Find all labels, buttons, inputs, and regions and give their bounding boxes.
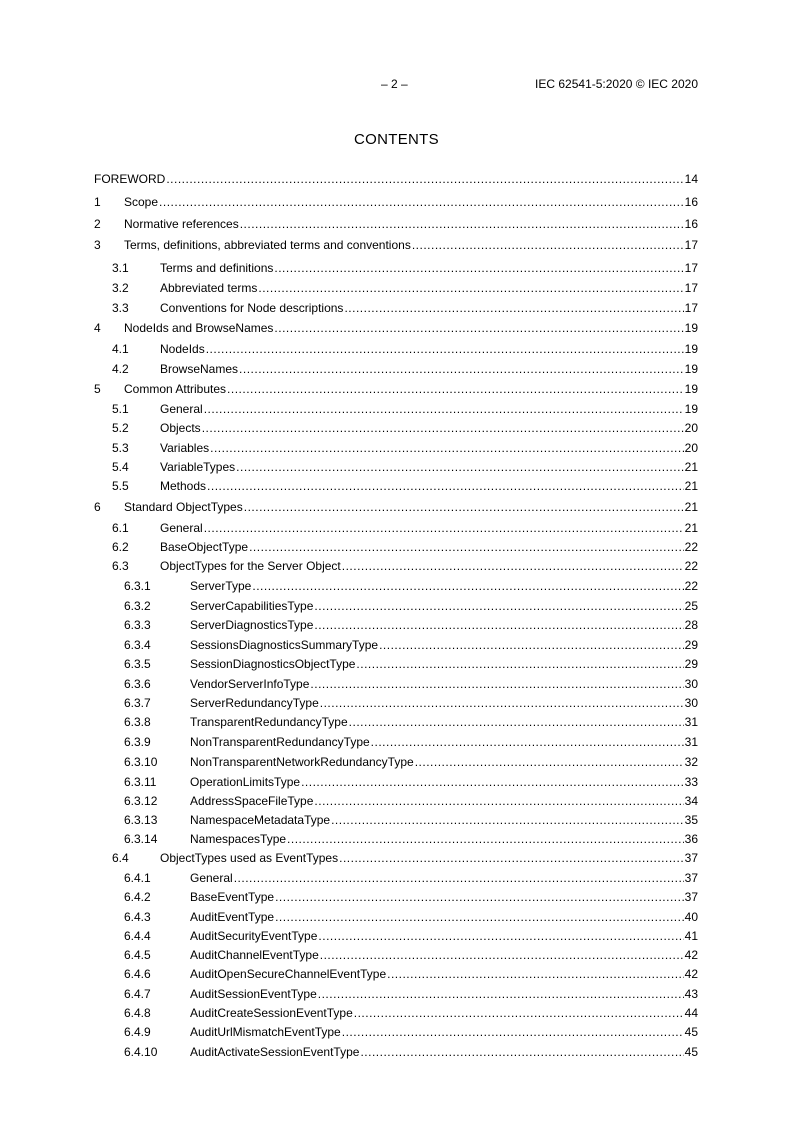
standard-reference: IEC 62541-5:2020 © IEC 2020 <box>535 77 698 91</box>
toc-leader-dots <box>207 479 684 493</box>
toc-entry-page: 33 <box>684 775 698 789</box>
toc-entry-page: 32 <box>684 755 698 769</box>
toc-entry-number: 6.4.4 <box>124 929 151 943</box>
toc-entry-page: 22 <box>684 540 698 554</box>
toc-entry-page: 19 <box>684 321 698 335</box>
toc-entry-number: 6.3.11 <box>124 775 157 789</box>
toc-entry[interactable] <box>94 851 698 869</box>
toc-entry-page: 37 <box>684 851 698 865</box>
toc-entry-number: 6.4.5 <box>124 948 151 962</box>
toc-entry-label: BrowseNames <box>160 362 239 376</box>
toc-entry-page: 44 <box>684 1006 698 1020</box>
toc-entry-page: 45 <box>684 1025 698 1039</box>
toc-entry-label: AddressSpaceFileType <box>190 794 314 808</box>
toc-entry-label: NodeIds and BrowseNames <box>124 321 274 335</box>
toc-leader-dots <box>344 301 683 315</box>
toc-entry-label: ObjectTypes for the Server Object <box>160 559 341 573</box>
toc-entry[interactable] <box>94 521 698 539</box>
toc-entry-label: FOREWORD <box>94 172 166 186</box>
toc-entry-label: SessionsDiagnosticsSummaryType <box>190 638 379 652</box>
toc-entry-page: 45 <box>684 1045 698 1059</box>
toc-entry-number: 5.1 <box>112 402 129 416</box>
toc-entry[interactable] <box>94 281 698 299</box>
toc-entry-number: 5.3 <box>112 441 129 455</box>
toc-entry[interactable] <box>94 929 698 947</box>
toc-entry[interactable] <box>94 599 698 617</box>
toc-entry-label: NodeIds <box>160 342 205 356</box>
toc-entry-label: General <box>190 871 233 885</box>
toc-leader-dots <box>287 832 684 846</box>
toc-entry[interactable] <box>94 441 698 459</box>
toc-entry[interactable] <box>94 342 698 360</box>
toc-entry-label: AuditSecurityEventType <box>190 929 318 943</box>
toc-entry-number: 6.3.14 <box>124 832 158 846</box>
toc-entry-page: 37 <box>684 871 698 885</box>
toc-entry[interactable] <box>94 362 698 380</box>
toc-entry-number: 3 <box>94 238 101 252</box>
toc-entry[interactable] <box>94 755 698 773</box>
toc-leader-dots <box>210 441 684 455</box>
toc-entry-number: 6.3.7 <box>124 696 151 710</box>
toc-entry-label: AuditEventType <box>190 910 275 924</box>
toc-entry-label: AuditOpenSecureChannelEventType <box>190 967 387 981</box>
toc-entry-page: 34 <box>684 794 698 808</box>
toc-entry-label: Methods <box>160 479 207 493</box>
toc-entry-number: 6.3 <box>112 559 129 573</box>
toc-entry-number: 6.3.8 <box>124 715 151 729</box>
toc-entry-number: 6.3.5 <box>124 657 151 671</box>
toc-entry-label: Common Attributes <box>124 382 227 396</box>
toc-entry-page: 41 <box>684 929 698 943</box>
toc-entry-label: ServerType <box>190 579 252 593</box>
toc-entry-number: 6.3.6 <box>124 677 151 691</box>
toc-entry-page: 21 <box>684 521 698 535</box>
toc-entry-number: 6 <box>94 500 101 514</box>
toc-leader-dots <box>387 967 684 981</box>
toc-entry-number: 6.4.9 <box>124 1025 151 1039</box>
toc-entry-page: 42 <box>684 967 698 981</box>
toc-entry-page: 21 <box>684 479 698 493</box>
toc-leader-dots <box>371 735 684 749</box>
toc-entry[interactable] <box>94 696 698 714</box>
toc-entry-number: 6.4.7 <box>124 987 151 1001</box>
toc-entry-label: Normative references <box>124 217 239 231</box>
toc-entry-number: 6.4 <box>112 851 129 865</box>
toc-entry-number: 6.4.6 <box>124 967 151 981</box>
toc-leader-dots <box>275 910 684 924</box>
toc-entry-page: 22 <box>684 559 698 573</box>
toc-entry-number: 1 <box>94 195 101 209</box>
toc-entry-label: NonTransparentNetworkRedundancyType <box>190 755 414 769</box>
toc-entry-label: Terms, definitions, abbreviated terms and conventions <box>124 238 411 252</box>
toc-leader-dots <box>301 775 684 789</box>
toc-leader-dots <box>342 559 684 573</box>
toc-entry-number: 6.3.2 <box>124 599 151 613</box>
toc-entry-number: 6.4.3 <box>124 910 151 924</box>
toc-entry-number: 3.3 <box>112 301 129 315</box>
toc-leader-dots <box>234 871 684 885</box>
toc-entry-label: BaseObjectType <box>160 540 249 554</box>
toc-entry-label: NamespacesType <box>190 832 287 846</box>
toc-entry-page: 37 <box>684 890 698 904</box>
toc-entry-page: 17 <box>684 301 698 315</box>
toc-entry-label: OperationLimitsType <box>190 775 301 789</box>
toc-entry-label: SessionDiagnosticsObjectType <box>190 657 356 671</box>
toc-leader-dots <box>258 281 683 295</box>
toc-leader-dots <box>360 1045 683 1059</box>
toc-entry-number: 6.4.10 <box>124 1045 158 1059</box>
toc-entry[interactable] <box>94 813 698 831</box>
toc-leader-dots <box>206 342 684 356</box>
toc-leader-dots <box>339 851 684 865</box>
toc-entry-page: 30 <box>684 696 698 710</box>
toc-entry-label: Conventions for Node descriptions <box>160 301 344 315</box>
toc-entry[interactable] <box>94 460 698 478</box>
toc-entry-label: ServerCapabilitiesType <box>190 599 314 613</box>
toc-entry-number: 6.3.13 <box>124 813 158 827</box>
toc-entry-page: 21 <box>684 500 698 514</box>
toc-entry-number: 3.1 <box>112 261 129 275</box>
toc-entry-page: 17 <box>684 261 698 275</box>
toc-entry-number: 5 <box>94 382 101 396</box>
toc-leader-dots <box>356 657 683 671</box>
toc-entry-page: 31 <box>684 735 698 749</box>
toc-entry[interactable] <box>94 261 698 279</box>
toc-entry[interactable] <box>94 735 698 753</box>
toc-leader-dots <box>275 890 684 904</box>
toc-leader-dots <box>239 362 684 376</box>
toc-entry[interactable] <box>94 238 698 256</box>
toc-entry-label: TransparentRedundancyType <box>190 715 348 729</box>
toc-entry-label: General <box>160 521 203 535</box>
toc-entry-label: Variables <box>160 441 210 455</box>
toc-leader-dots <box>227 382 684 396</box>
toc-leader-dots <box>314 599 683 613</box>
toc-entry[interactable] <box>94 775 698 793</box>
toc-leader-dots <box>166 172 683 186</box>
toc-entry-page: 19 <box>684 342 698 356</box>
toc-entry[interactable] <box>94 890 698 908</box>
toc-leader-dots <box>314 794 683 808</box>
toc-leader-dots <box>318 929 683 943</box>
toc-entry-page: 16 <box>684 195 698 209</box>
toc-entry-label: Objects <box>160 421 201 435</box>
toc-leader-dots <box>349 715 684 729</box>
toc-leader-dots <box>314 618 683 632</box>
toc-entry[interactable] <box>94 618 698 636</box>
toc-entry-page: 19 <box>684 382 698 396</box>
toc-entry[interactable] <box>94 794 698 812</box>
toc-entry-number: 5.4 <box>112 460 129 474</box>
toc-leader-dots <box>274 321 683 335</box>
toc-entry-label: ServerDiagnosticsType <box>190 618 314 632</box>
toc-entry-number: 2 <box>94 217 101 231</box>
toc-entry-number: 6.4.1 <box>124 871 151 885</box>
toc-entry-page: 21 <box>684 460 698 474</box>
toc-leader-dots <box>318 987 684 1001</box>
toc-leader-dots <box>320 696 684 710</box>
toc-entry[interactable] <box>94 421 698 439</box>
toc-leader-dots <box>415 755 684 769</box>
toc-entry[interactable] <box>94 871 698 889</box>
toc-entry-number: 6.4.8 <box>124 1006 151 1020</box>
toc-leader-dots <box>249 540 684 554</box>
toc-entry-page: 29 <box>684 638 698 652</box>
toc-entry-label: Abbreviated terms <box>160 281 258 295</box>
toc-leader-dots <box>252 579 683 593</box>
toc-entry-label: VariableTypes <box>160 460 236 474</box>
toc-leader-dots <box>412 238 684 252</box>
toc-entry-page: 36 <box>684 832 698 846</box>
toc-entry[interactable] <box>94 948 698 966</box>
toc-entry-number: 6.3.4 <box>124 638 151 652</box>
page-number: – 2 – <box>381 77 408 91</box>
toc-entry[interactable] <box>94 382 698 400</box>
toc-entry-number: 6.1 <box>112 521 129 535</box>
toc-leader-dots <box>320 948 684 962</box>
toc-leader-dots <box>331 813 684 827</box>
toc-entry[interactable] <box>94 402 698 420</box>
toc-leader-dots <box>159 195 684 209</box>
toc-entry[interactable] <box>94 657 698 675</box>
toc-entry-page: 43 <box>684 987 698 1001</box>
toc-leader-dots <box>342 1025 684 1039</box>
toc-entry[interactable] <box>94 967 698 985</box>
toc-entry-page: 35 <box>684 813 698 827</box>
toc-entry-page: 28 <box>684 618 698 632</box>
toc-entry-number: 3.2 <box>112 281 129 295</box>
toc-leader-dots <box>204 521 684 535</box>
toc-entry-page: 20 <box>684 441 698 455</box>
toc-entry[interactable] <box>94 479 698 497</box>
toc-entry-number: 5.5 <box>112 479 129 493</box>
toc-entry[interactable] <box>94 301 698 319</box>
toc-entry-page: 16 <box>684 217 698 231</box>
toc-leader-dots <box>310 677 683 691</box>
page-header <box>0 77 793 93</box>
toc-entry[interactable] <box>94 832 698 850</box>
toc-entry-label: AuditUrlMismatchEventType <box>190 1025 341 1039</box>
toc-entry[interactable] <box>94 321 698 339</box>
toc-entry-label: ServerRedundancyType <box>190 696 319 710</box>
toc-entry-label: Standard ObjectTypes <box>124 500 243 514</box>
toc-leader-dots <box>274 261 683 275</box>
toc-entry[interactable] <box>94 500 698 518</box>
toc-leader-dots <box>236 460 683 474</box>
toc-entry-label: AuditSessionEventType <box>190 987 317 1001</box>
toc-entry-number: 6.3.12 <box>124 794 158 808</box>
toc-entry-label: AuditActivateSessionEventType <box>190 1045 360 1059</box>
toc-entry-page: 17 <box>684 238 698 252</box>
toc-entry-number: 4.2 <box>112 362 129 376</box>
toc-entry[interactable] <box>94 1045 698 1063</box>
toc-entry-page: 25 <box>684 599 698 613</box>
toc-entry-label: AuditChannelEventType <box>190 948 319 962</box>
toc-leader-dots <box>379 638 684 652</box>
toc-entry[interactable] <box>94 217 698 235</box>
toc-entry-label: VendorServerInfoType <box>190 677 310 691</box>
toc-entry-number: 4 <box>94 321 101 335</box>
toc-entry-label: AuditCreateSessionEventType <box>190 1006 353 1020</box>
toc-entry-label: General <box>160 402 203 416</box>
toc-entry-page: 19 <box>684 402 698 416</box>
toc-entry-label: Terms and definitions <box>160 261 274 275</box>
toc-entry[interactable] <box>94 910 698 928</box>
toc-leader-dots <box>240 217 684 231</box>
toc-entry[interactable] <box>94 172 698 190</box>
toc-entry-page: 22 <box>684 579 698 593</box>
toc-entry[interactable] <box>94 1025 698 1043</box>
toc-entry-page: 40 <box>684 910 698 924</box>
toc-entry-page: 17 <box>684 281 698 295</box>
toc-entry-number: 6.3.1 <box>124 579 151 593</box>
toc-entry-number: 4.1 <box>112 342 129 356</box>
toc-entry-page: 29 <box>684 657 698 671</box>
toc-entry-label: NamespaceMetadataType <box>190 813 331 827</box>
toc-entry[interactable] <box>94 677 698 695</box>
toc-entry-number: 6.2 <box>112 540 129 554</box>
toc-entry-page: 19 <box>684 362 698 376</box>
toc-entry-page: 14 <box>684 172 698 186</box>
toc-entry-label: ObjectTypes used as EventTypes <box>160 851 339 865</box>
toc-entry-label: Scope <box>124 195 159 209</box>
toc-entry-label: NonTransparentRedundancyType <box>190 735 370 749</box>
toc-leader-dots <box>204 402 684 416</box>
toc-entry-number: 6.3.3 <box>124 618 151 632</box>
toc-entry-label: BaseEventType <box>190 890 275 904</box>
toc-entry-page: 31 <box>684 715 698 729</box>
toc-entry[interactable] <box>94 1006 698 1024</box>
toc-entry[interactable] <box>94 715 698 733</box>
toc-entry-page: 20 <box>684 421 698 435</box>
toc-entry[interactable] <box>94 559 698 577</box>
toc-entry[interactable] <box>94 195 698 213</box>
toc-entry-number: 6.4.2 <box>124 890 151 904</box>
toc-entry-page: 42 <box>684 948 698 962</box>
toc-entry[interactable] <box>94 638 698 656</box>
toc-entry-page: 30 <box>684 677 698 691</box>
page-title: CONTENTS <box>354 131 439 148</box>
toc-entry[interactable] <box>94 540 698 558</box>
toc-leader-dots <box>354 1006 684 1020</box>
toc-leader-dots <box>244 500 684 514</box>
toc-entry-number: 6.3.9 <box>124 735 151 749</box>
toc-leader-dots <box>202 421 684 435</box>
toc-entry-number: 6.3.10 <box>124 755 158 769</box>
toc-entry-number: 5.2 <box>112 421 129 435</box>
toc-entry[interactable] <box>94 987 698 1005</box>
toc-entry[interactable] <box>94 579 698 597</box>
